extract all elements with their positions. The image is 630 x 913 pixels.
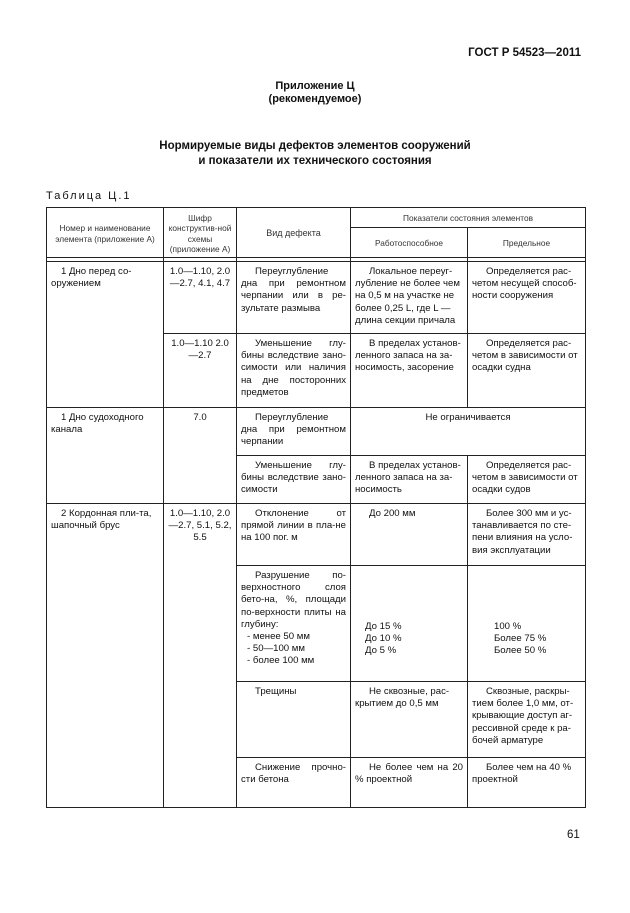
element-name: 2 Кордонная пли-та, шапочный брус <box>47 504 164 808</box>
element-name: 1 Дно судоходного канала <box>47 408 164 504</box>
header-element-name: Номер и наименование элемента (приложение А) <box>47 208 164 258</box>
limit-value: Более 300 мм и ус-танавливается по сте-пени влияния на усло-вия эксплуатации <box>468 504 586 566</box>
working-value: Не сквозные, рас-крытием до 0,5 мм <box>351 682 468 758</box>
scheme-code: 7.0 <box>164 408 237 504</box>
appendix-title: Приложение Ц <box>275 80 355 92</box>
depth-label: - более 100 мм <box>247 655 315 667</box>
scheme-code: 1.0—1.10, 2.0—2.7, 5.1, 5.2, 5.5 <box>164 504 237 808</box>
defect-type: Отклонение от прямой линии в пла-не на 100 пог. м <box>237 504 351 566</box>
scheme-code: 1.0—1.10 2.0—2.7 <box>164 334 237 408</box>
working-value: До 10 % <box>365 633 402 645</box>
element-name: 1 Дно перед со-оружением <box>47 262 164 408</box>
limit-value: Определяется рас-четом в зависимости от осадки судов <box>468 456 586 504</box>
defects-table <box>46 207 586 808</box>
depth-label: - менее 50 мм <box>247 631 310 643</box>
limit-values-cell <box>468 566 586 682</box>
limit-value: Определяется рас-четом несущей способ-ности сооружения <box>468 262 586 334</box>
defect-type: Уменьшение глу-бины вследствие зано-симости или наличия на дне посторонних предметов <box>237 334 351 408</box>
working-value: До 200 мм <box>351 504 468 566</box>
defect-type: Снижение прочно-сти бетона <box>237 758 351 808</box>
working-value: В пределах установ-ленного запаса на за-носимость, засорение <box>351 334 468 408</box>
defect-type: Уменьшение глу-бины вследствие зано-симости <box>237 456 351 504</box>
table-row <box>47 504 586 566</box>
appendix-subtitle: (рекомендуемое) <box>268 93 362 105</box>
table-label: Таблица Ц.1 <box>46 190 132 202</box>
header-indicators: Показатели состояния элементов <box>351 208 586 228</box>
section-heading-line-2: и показатели их технического состояния <box>198 155 432 167</box>
limit-values-list <box>472 621 581 658</box>
depth-list <box>241 631 346 668</box>
depth-label: - 50—100 мм <box>247 643 305 655</box>
table-row <box>47 262 586 334</box>
table-row <box>47 408 586 456</box>
section-heading-line-1: Нормируемые виды дефектов элементов сооружений <box>159 140 471 152</box>
limit-value: 100 % <box>494 621 522 632</box>
header-working-state: Работоспособное <box>351 228 468 258</box>
merged-indicator-value: Не ограничивается <box>351 408 586 456</box>
defect-type-with-subitems <box>237 566 351 682</box>
page-number: 61 <box>567 829 580 841</box>
header-scheme-code: Шифр конструктив-ной схемы (приложение А) <box>164 208 237 258</box>
scheme-code: 1.0—1.10, 2.0—2.7, 4.1, 4.7 <box>164 262 237 334</box>
working-value: До 5 % <box>365 645 397 657</box>
header-defect-type: Вид дефекта <box>237 208 351 258</box>
working-value: В пределах установ-ленного запаса на за-носимость <box>351 456 468 504</box>
appendix-heading <box>0 80 630 106</box>
working-values-list <box>355 621 463 658</box>
working-values-cell <box>351 566 468 682</box>
defect-type: Трещины <box>237 682 351 758</box>
limit-value: Более 75 % <box>494 633 547 645</box>
section-heading <box>0 139 630 169</box>
limit-value: Сквозные, раскры-тием более 1,0 мм, от-крывающие доступ аг-рессивной среде к ра-бочей арматуре <box>468 682 586 758</box>
working-value: Локальное переуг-лубление не более чем на 0,5 м на участке не более 0,25 L, где L — длина секции причала <box>351 262 468 334</box>
limit-value: Более чем на 40 % проектной <box>468 758 586 808</box>
limit-value: Более 50 % <box>494 645 547 657</box>
defect-type: Разрушение по-верхностного слоя бето-на, %, площади по-верхности плиты на глубину: <box>241 570 346 630</box>
limit-value: Определяется рас-четом в зависимости от осадки судна <box>468 334 586 408</box>
defect-type: Переуглубление дна при ремонтном черпании <box>237 408 351 456</box>
defect-type: Переуглубление дна при ремонтном черпании или в ре-зультате размыва <box>237 262 351 334</box>
document-id: ГОСТ Р 54523—2011 <box>468 47 581 59</box>
working-value: До 15 % <box>365 621 402 632</box>
header-limit-state: Предельное <box>468 228 586 258</box>
working-value: Не более чем на 20 % проектной <box>351 758 468 808</box>
